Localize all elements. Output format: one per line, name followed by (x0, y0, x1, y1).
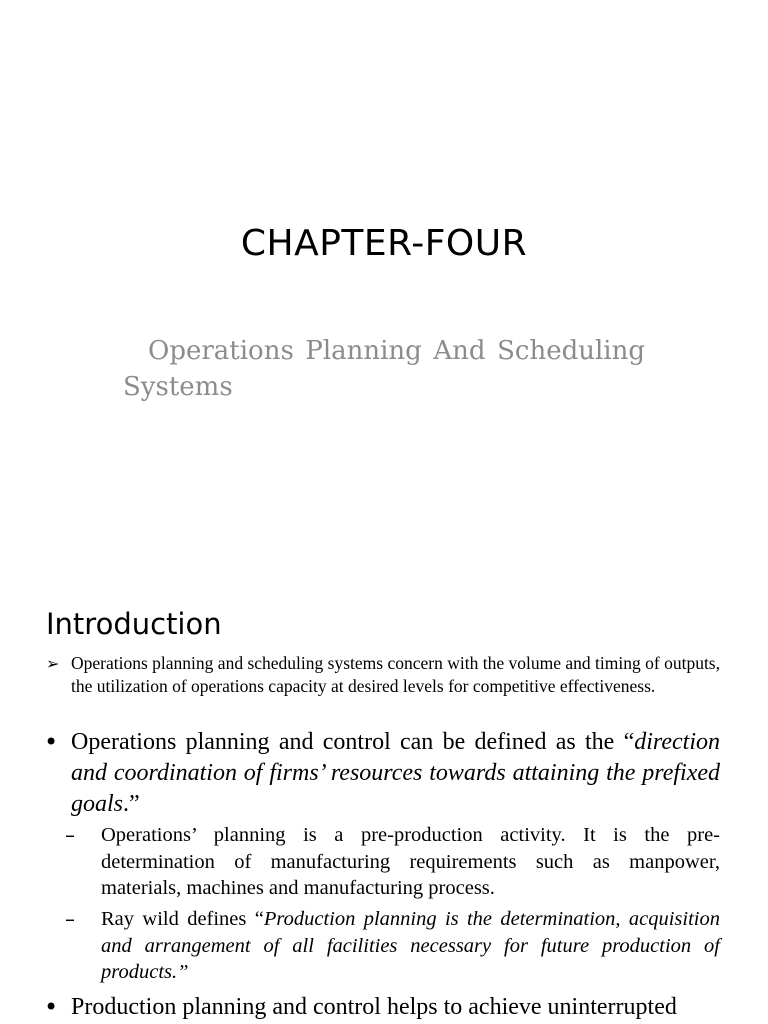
bullet-icon: • (44, 993, 59, 1021)
list-item-pre-production-activity: Operations’ planning is a pre-production activity. It is the pre-determination of manufacturing requirements such as manpower, materials, machines and manufacturing process. (101, 824, 720, 899)
dash-bullet-icon: – (65, 907, 75, 931)
slide-subtitle: Operations Planning And Scheduling Systems (123, 336, 645, 402)
ray-wild-quote: Production planning is the determination, acquisition and arrangement of all facilities necessary for future production of products.” (101, 908, 721, 983)
list-item-planning-control-definition (71, 727, 720, 820)
definition-closing: .” (123, 791, 140, 817)
dash-bullet-icon: – (65, 823, 75, 847)
section-heading-introduction: Introduction (46, 607, 222, 641)
arrow-bullet-icon: ➢ (46, 654, 60, 673)
slide-title: CHAPTER-FOUR (240, 223, 528, 264)
definition-text: Operations planning and control can be defined as the “ (71, 729, 635, 755)
bullet-icon: • (44, 728, 59, 756)
definition-quote: direction and coordination of firms’ resources towards attaining the prefixed goals (71, 729, 720, 817)
list-item-ray-wild-definition (101, 906, 720, 986)
list-item-operations-planning-systems: Operations planning and scheduling systems concern with the volume and timing of outputs, the utilization of operations capacity at desired levels for competitive effectiveness. (71, 653, 720, 696)
list-item-uninterrupted-production: Production planning and control helps to achieve uninterrupted (71, 994, 677, 1020)
ray-wild-text: Ray wild defines “ (101, 908, 264, 930)
